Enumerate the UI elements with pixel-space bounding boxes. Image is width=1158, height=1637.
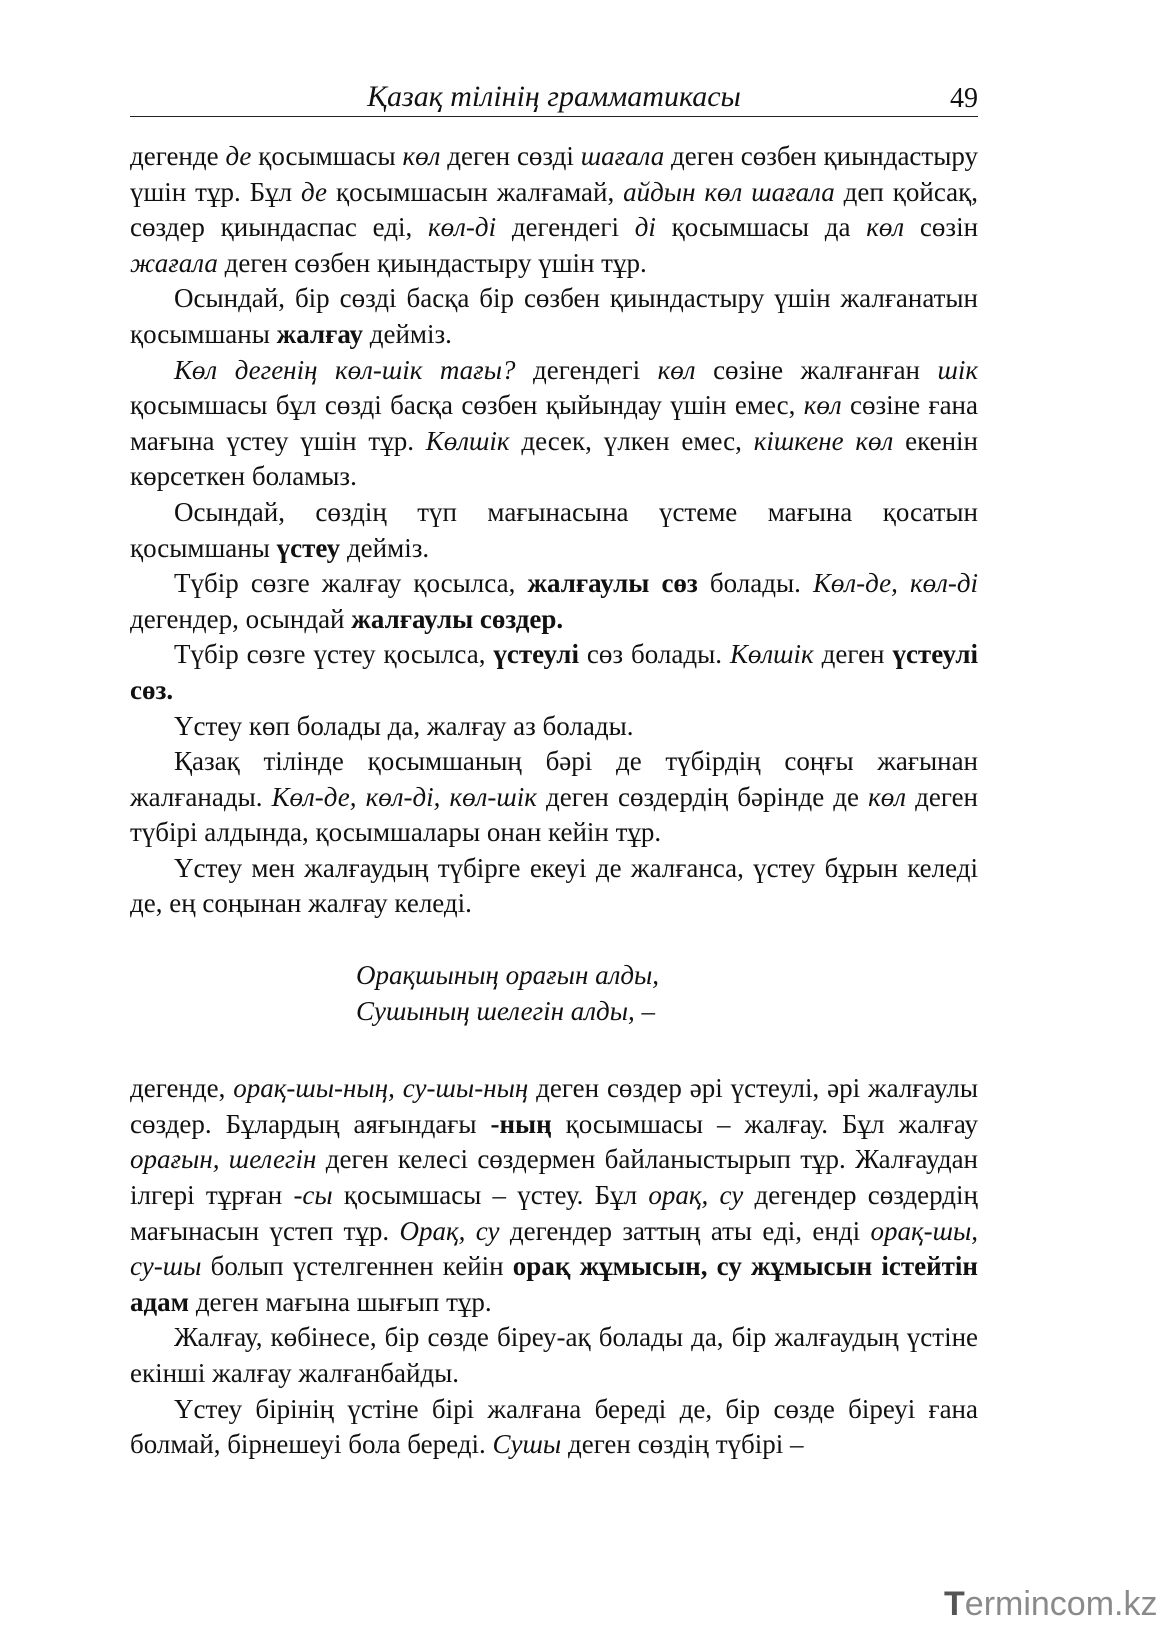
- text-run: дегенде: [130, 141, 226, 171]
- text-run: қосымшасы – үстеу. Бұл: [332, 1180, 649, 1211]
- text-run: қосымшасы: [251, 141, 403, 171]
- verse-line: Сушының шелегін алды, –: [356, 995, 656, 1026]
- italic-term: Көлшік: [729, 639, 814, 670]
- italic-term: -сы: [293, 1180, 333, 1211]
- italic-term: орақ, су: [648, 1180, 744, 1211]
- italic-term: Көлшік: [425, 425, 510, 456]
- bold-term: жалғаулы сөз: [527, 568, 698, 599]
- italic-term: Көл-де, көл-ді: [812, 568, 978, 599]
- paragraph: [130, 1392, 978, 1463]
- text-run: Үстеу көп болады да, жалғау аз болады.: [174, 710, 634, 741]
- italic-term: айдын көл шағала: [623, 176, 835, 207]
- text-run: деген сөзді: [440, 141, 581, 171]
- italic-term: орақ-шы, су-шы: [130, 1215, 979, 1282]
- text-run: деген сөздердің бәрінде де: [536, 781, 869, 812]
- paragraphs-after-verse: [130, 1071, 978, 1463]
- text-run: сөз болады.: [578, 639, 730, 670]
- paragraph: [130, 281, 978, 352]
- text-run: деген түбірі алдында, қосымшалары онан кейін тұр.: [130, 781, 979, 848]
- italic-term: шік: [937, 354, 979, 385]
- italic-term: көл: [657, 354, 696, 385]
- text-run: деген келесі сөздермен байланыстырып тұр. Жалғаудан ілгері тұрған: [130, 1144, 978, 1211]
- text-run: Жалғау, көбінесе, бір сөзде біреу-ақ болады да, бір жалғаудың үстіне екінші жалғау жалғанбайды.: [130, 1322, 978, 1388]
- paragraph: [130, 744, 978, 851]
- text-run: Осындай, бір сөзді басқа бір сөзбен қиындастыру үшін жалғанатын қосымшаны: [130, 283, 978, 349]
- text-run: болып үстелгеннен кейін: [201, 1251, 513, 1282]
- text-run: десек, үлкен емес,: [509, 425, 754, 456]
- text-run: дегендегі: [515, 354, 658, 385]
- paragraphs-before-verse: [130, 139, 978, 922]
- bold-term: орақ жұмысын, су жұмысын істейтін адам: [130, 1251, 978, 1317]
- text-run: дейміз.: [340, 532, 430, 563]
- bold-term: үстеулі сөз.: [130, 639, 978, 705]
- text-run: сөзіне ғана мағына үстеу үшін тұр.: [130, 390, 978, 456]
- italic-term: ді: [634, 212, 656, 243]
- text-run: болады.: [697, 568, 813, 599]
- text-run: Түбір сөзге үстеу қосылса,: [174, 639, 494, 670]
- text-run: сөзіне жалғанған: [695, 354, 938, 385]
- page-body: [130, 139, 978, 1463]
- verse-quote: [356, 958, 978, 1029]
- bold-term: жалғау: [276, 318, 363, 349]
- text-run: қосымшасы бұл сөзді басқа сөзбен қыйындау үшін емес,: [130, 390, 804, 421]
- text-run: қосымшасы – жалғау. Бұл жалғау: [551, 1108, 978, 1139]
- text-run: деген сөздер әрі үстеулі, әрі жалғаулы сөздер. Бұлардың аяғындағы: [130, 1073, 978, 1139]
- italic-term: Орақ, су: [399, 1215, 500, 1246]
- text-run: деген сөзбен қиындастыру үшін тұр. Бұл: [130, 141, 979, 207]
- italic-term: көл: [402, 141, 441, 171]
- text-run: деген мағына шығып тұр.: [189, 1286, 492, 1317]
- italic-term: шағала: [580, 141, 665, 171]
- italic-term: көл-ді: [428, 212, 497, 243]
- paragraph: [130, 139, 978, 281]
- text-run: дегендер, осындай: [130, 603, 352, 634]
- italic-term: көл: [868, 781, 907, 812]
- italic-term: де: [301, 176, 328, 207]
- page-number: 49: [950, 83, 978, 114]
- paragraph: [130, 709, 978, 745]
- italic-term: жағала: [130, 247, 218, 278]
- italic-term: кішкене көл: [753, 425, 894, 456]
- paragraph: [130, 566, 978, 637]
- text-run: Қазақ тілінде қосымшаның бәрі де түбірдің соңғы жағынан жалғанады.: [130, 746, 978, 812]
- verse-line: Орақшының орағын алды,: [356, 960, 660, 991]
- italic-term: орақ-шы-ның, су-шы-ның: [233, 1073, 529, 1104]
- text-run: қосымшасы да: [655, 212, 867, 243]
- paragraph: [130, 353, 978, 495]
- italic-term: орағын, шелегін: [130, 1144, 317, 1175]
- text-run: дегендер заттың аты еді, енді: [499, 1215, 871, 1246]
- text-run: екенін көрсеткен боламыз.: [130, 425, 978, 492]
- text-run: деген: [813, 639, 893, 670]
- watermark-text: ermincom.kz: [964, 1585, 1158, 1623]
- text-run: деген сөздің түбірі –: [561, 1429, 804, 1460]
- text-run: сөзін: [904, 212, 979, 243]
- text-run: Түбір сөзге жалғау қосылса,: [174, 568, 528, 599]
- text-run: деп қойсақ, сөздер қиындаспас еді,: [130, 176, 978, 243]
- site-watermark: [944, 1584, 1158, 1624]
- text-run: қосымшасын жалғамай,: [327, 176, 624, 207]
- paragraph: [130, 1320, 978, 1391]
- text-run: Осындай, сөздің түп мағынасына үстеме мағына қосатын қосымшаны: [130, 496, 978, 563]
- text-run: дейміз.: [362, 318, 452, 349]
- paragraph: [130, 851, 978, 922]
- italic-term: де: [225, 141, 252, 171]
- italic-term: Көл-де, көл-ді, көл-шік: [271, 781, 537, 812]
- paragraph: [130, 637, 978, 708]
- watermark-logo-letter: T: [944, 1585, 965, 1623]
- paragraph: [130, 1071, 978, 1320]
- bold-term: үстеу: [276, 532, 341, 563]
- running-header: [130, 78, 978, 117]
- text-run: дегендер сөздердің мағынасын үстеп тұр.: [130, 1180, 978, 1246]
- italic-term: Көл дегенің көл-шік тағы?: [174, 354, 516, 385]
- bold-term: -ның: [490, 1108, 552, 1139]
- text-run: Үстеу бірінің үстіне бірі жалғана береді де, бір сөзде біреуі ғана болмай, бірнешеуі бола береді.: [130, 1393, 978, 1460]
- running-title: Қазақ тілінің грамматикасы: [367, 80, 741, 113]
- text-run: деген сөзбен қиындастыру үшін тұр.: [217, 247, 647, 278]
- text-run: дегенде,: [130, 1073, 234, 1104]
- italic-term: Сушы: [492, 1429, 562, 1460]
- italic-term: көл: [803, 390, 842, 421]
- paragraph: [130, 495, 978, 566]
- bold-term: жалғаулы сөздер.: [351, 603, 564, 634]
- bold-term: үстеулі: [493, 639, 579, 670]
- text-run: Үстеу мен жалғаудың түбірге екеуі де жалғанса, үстеу бұрын келеді де, ең соңынан жалғау келеді.: [130, 852, 978, 919]
- italic-term: көл: [866, 212, 905, 243]
- text-run: дегендегі: [496, 212, 635, 243]
- book-page: [130, 78, 978, 1463]
